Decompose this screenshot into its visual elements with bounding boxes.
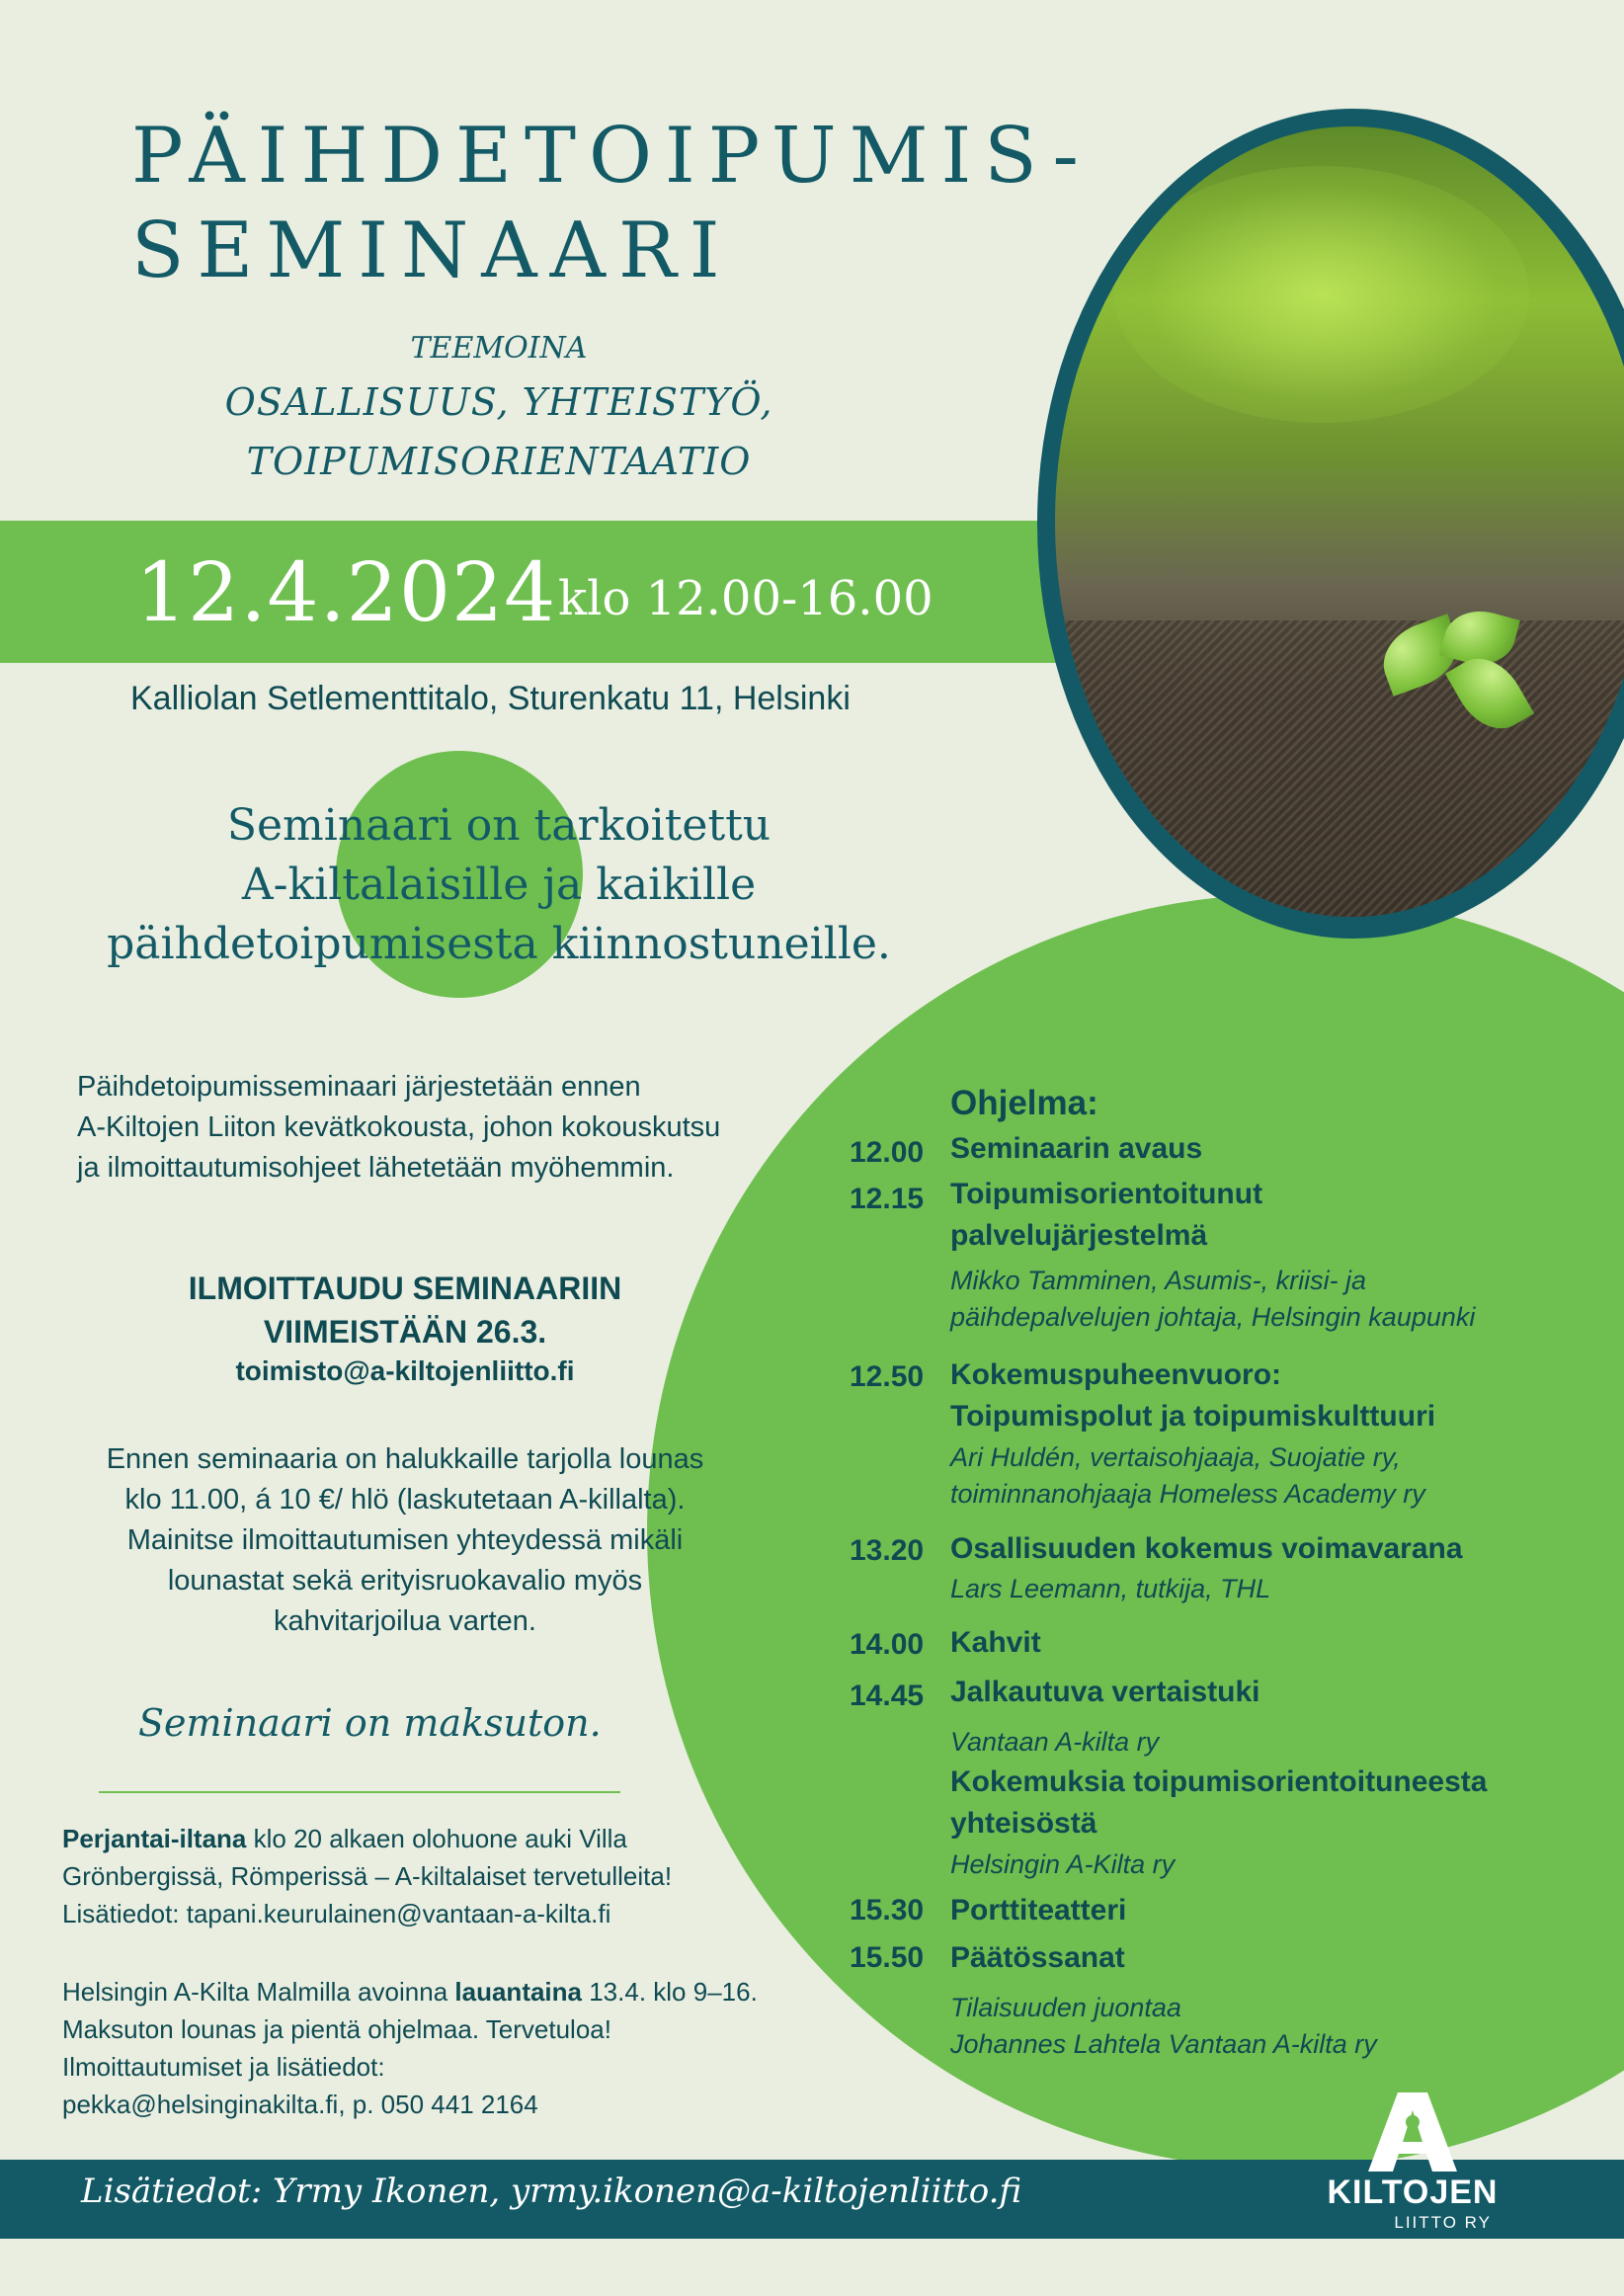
themes-line: TOIPUMISORIENTAATIO (246, 440, 752, 483)
friday-bold: Perjantai-iltana (62, 1824, 247, 1853)
program-host-line: Tilaisuuden juontaa (950, 1993, 1181, 2022)
lunch-line: klo 11.00, á 10 €/ hlö (laskutetaan A-killalta). (124, 1484, 686, 1516)
program-speaker-line: päihdepalvelujen johtaja, Helsingin kaupunki (950, 1302, 1476, 1332)
a-letter-logo-icon (1368, 2092, 1457, 2172)
friday-info (62, 1820, 813, 1932)
saturday-info (62, 1973, 833, 2123)
program-time: 15.50 (850, 1941, 925, 1974)
intro-paragraph (77, 1067, 848, 1189)
photo-blur (1114, 166, 1529, 423)
registration-deadline: VIIMEISTÄÄN 26.3. (263, 1314, 547, 1350)
event-date: 12.4.2024 (135, 546, 557, 640)
intro-line: Päihdetoipumisseminaari järjestetään ennen (77, 1071, 641, 1103)
intro-line: A-Kiltojen Liiton kevätkokousta, johon kokouskutsu (77, 1111, 721, 1143)
intro-line: ja ilmoittautumisohjeet lähetetään myöhemmin. (77, 1152, 675, 1184)
program-item (950, 1762, 1583, 1845)
program-item-line: Kokemuspuheenvuoro: (950, 1358, 1282, 1391)
program-item-line: palvelujärjestelmä (950, 1219, 1208, 1252)
divider (99, 1791, 620, 1793)
friday-line: Grönbergissä, Römperissä – A-kiltalaiset tervetulleita! (62, 1861, 673, 1891)
event-venue: Kalliolan Setlementtitalo, Sturenkatu 11, Helsinki (130, 680, 851, 717)
program-item: Kahvit (950, 1626, 1041, 1659)
program-speaker-line: Mikko Tamminen, Asumis-, kriisi- ja (950, 1266, 1367, 1295)
friday-contact[interactable]: Lisätiedot: tapani.keurulainen@vantaan-a-kilta.fi (62, 1899, 611, 1928)
themes-label: TEEMOINA (410, 331, 588, 366)
program-item-line: Toipumispolut ja toipumiskulttuuri (950, 1400, 1436, 1433)
program-speaker-line: Ari Huldén, vertaisohjaaja, Suojatie ry, (950, 1442, 1401, 1472)
program-time: 13.20 (850, 1534, 925, 1567)
saturday-line: Maksuton lounas ja pientä ohjelmaa. Tervetuloa! (62, 2014, 611, 2044)
program-time: 12.00 (850, 1136, 925, 1169)
program-item: Seminaarin avaus (950, 1132, 1203, 1165)
logo-subtitle: LIITTO RY (1394, 2213, 1492, 2232)
lunch-line: Ennen seminaaria on halukkaille tarjolla lounas (106, 1443, 704, 1475)
saturday-bold: lauantaina (454, 1977, 582, 2007)
program-speaker (950, 1263, 1583, 1336)
program-time: 12.15 (850, 1183, 925, 1215)
photo-ground (1055, 620, 1624, 917)
program-item (950, 1174, 1583, 1257)
program-item-line: Toipumisorientoitunut (950, 1178, 1263, 1210)
page-title (131, 109, 1092, 298)
saturday-line: Ilmoittautumiset ja lisätiedot: (62, 2052, 385, 2082)
logo-name: KILTOJEN (1327, 2173, 1499, 2211)
program-host-line: Johannes Lahtela Vantaan A-kilta ry (950, 2029, 1377, 2059)
lunch-paragraph (0, 1439, 810, 1642)
program-speaker: Lars Leemann, tutkija, THL (950, 1574, 1271, 1603)
program-time: 14.45 (850, 1680, 925, 1712)
registration-heading (0, 1267, 810, 1353)
program-item: Osallisuuden kokemus voimavarana (950, 1532, 1463, 1565)
program-item-line: Kokemuksia toipumisorientoituneesta (950, 1765, 1488, 1798)
saturday-text: 13.4. klo 9–16. (582, 1977, 758, 2007)
target-audience-line: A-kiltalaisille ja kaikille (241, 860, 757, 910)
target-audience-line: Seminaari on tarkoitettu (226, 800, 771, 851)
sprout-photo (1055, 126, 1624, 917)
program-item: Päätössanat (950, 1941, 1125, 1974)
registration-line: ILMOITTAUDU SEMINAARIIN (188, 1271, 622, 1306)
program-time: 15.30 (850, 1894, 925, 1927)
saturday-text: Helsingin A-Kilta Malmilla avoinna (62, 1977, 455, 2007)
program-speaker (950, 1439, 1583, 1513)
title-line: PÄIHDETOIPUMIS- (131, 112, 1092, 201)
program-item-line: yhteisöstä (950, 1807, 1097, 1840)
program-time: 12.50 (850, 1360, 925, 1393)
organization-logo (1314, 2092, 1511, 2231)
event-time: klo 12.00-16.00 (558, 571, 934, 626)
program-speaker-line: toiminnanohjaaja Homeless Academy ry (950, 1479, 1425, 1509)
themes-line: OSALLISUUS, YHTEISTYÖ, (224, 380, 773, 424)
program-speaker: Vantaan A-kilta ry (950, 1727, 1160, 1757)
free-note: Seminaari on maksuton. (138, 1701, 602, 1745)
lunch-line: kahvitarjoilua varten. (274, 1605, 536, 1637)
program-time: 14.00 (850, 1628, 925, 1661)
program-title: Ohjelma: (950, 1084, 1098, 1122)
saturday-contact[interactable]: pekka@helsinginakilta.fi, p. 050 441 2164 (62, 2090, 538, 2119)
program-host (950, 1990, 1583, 2063)
lunch-line: Mainitse ilmoittautumisen yhteydessä mikäli (126, 1524, 684, 1556)
footer-contact[interactable]: Lisätiedot: Yrmy Ikonen, yrmy.ikonen@a-kiltojenliitto.fi (81, 2172, 1022, 2211)
target-audience-line: päihdetoipumisesta kiinnostuneille. (107, 919, 891, 969)
lunch-line: lounastat sekä erityisruokavalio myös (167, 1565, 643, 1597)
program-speaker: Helsingin A-Kilta ry (950, 1849, 1176, 1879)
registration-email-link[interactable]: toimisto@a-kiltojenliitto.fi (235, 1355, 575, 1386)
program-item (950, 1354, 1583, 1437)
program-item: Jalkautuva vertaistuki (950, 1676, 1260, 1708)
title-line: SEMINAARI (131, 206, 733, 295)
program-item: Porttiteatteri (950, 1894, 1127, 1927)
friday-text: klo 20 alkaen olohuone auki Villa (246, 1824, 627, 1853)
